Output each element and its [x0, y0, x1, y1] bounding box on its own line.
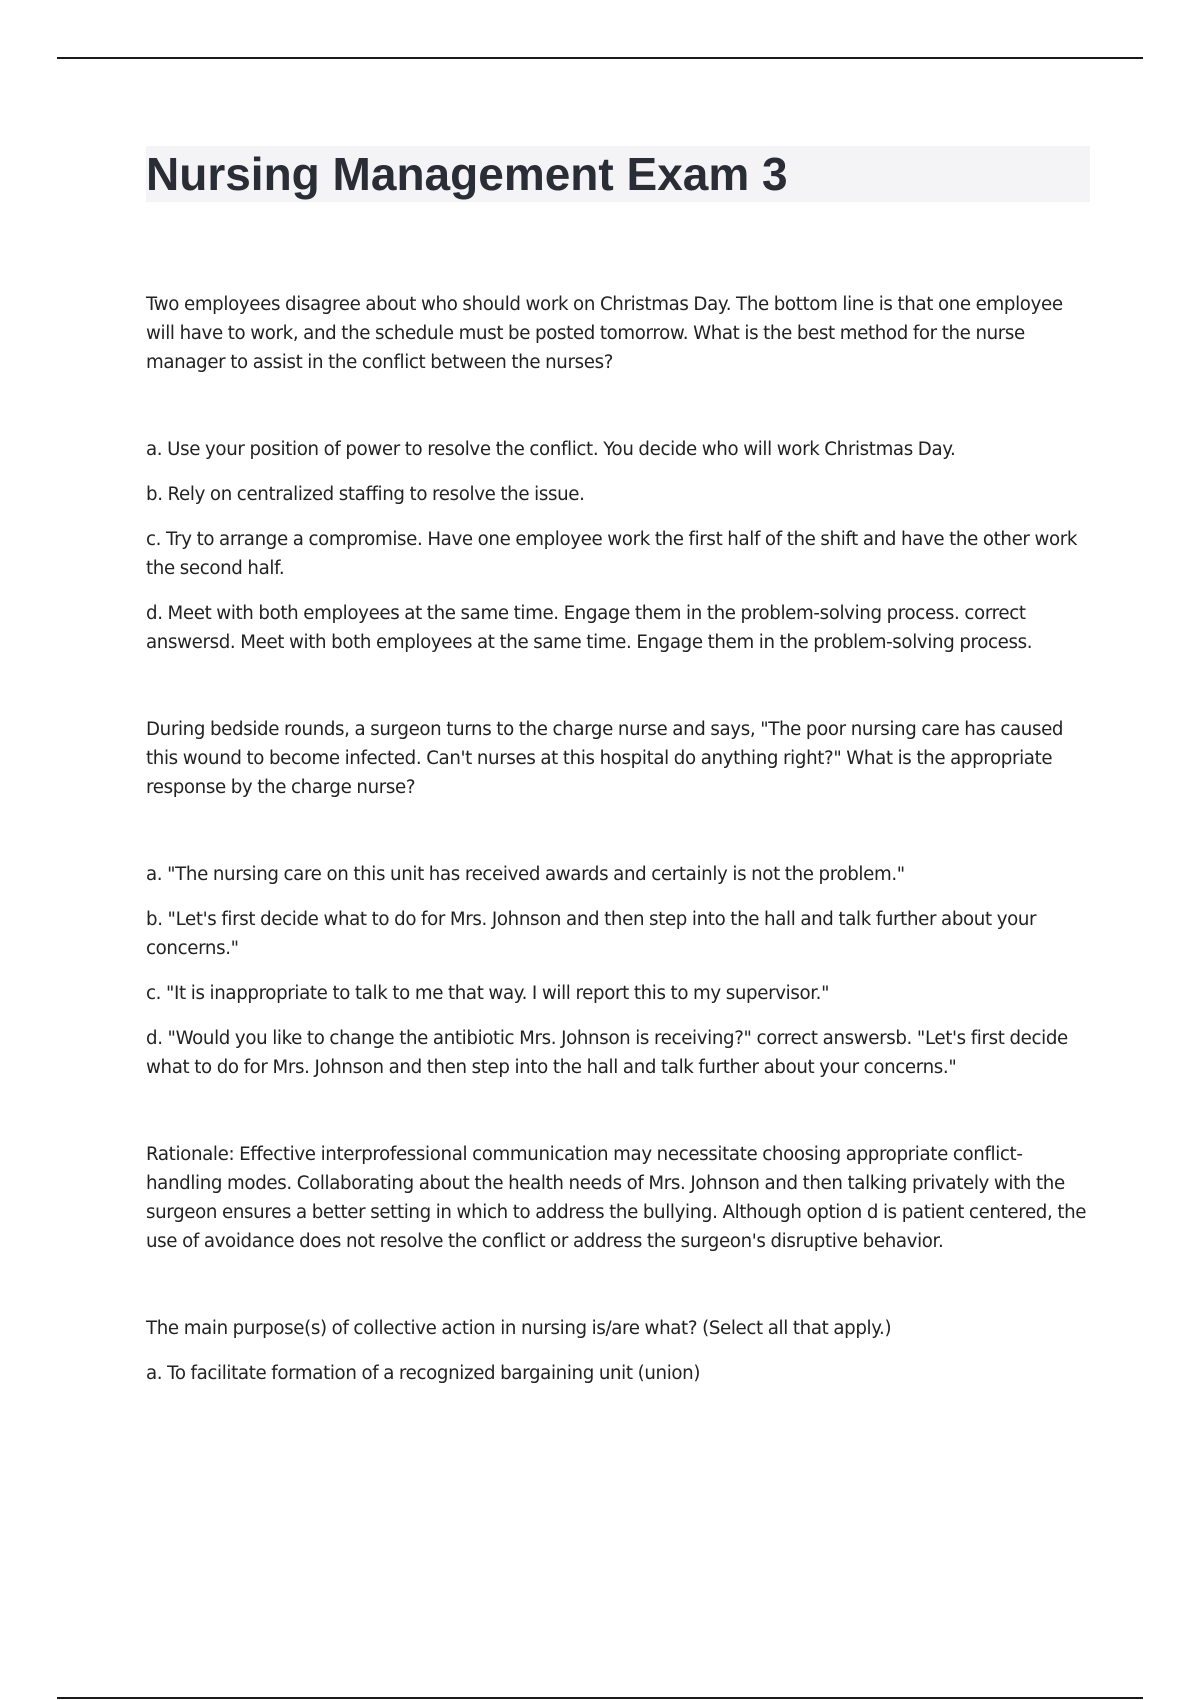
question-2-rationale: Rationale: Effective interprofessional communication may necessitate choosing appropriate conflict-handling modes. Collaborating about the health needs of Mrs. Johnson and then talking privately with the surgeon ensures a better setting in which to address the bullying. Although option d is patient centered, the use of avoidance does not resolve the conflict or address the surgeon's disruptive behavior.: [146, 1144, 1087, 1252]
question-2-option-d: d. "Would you like to change the antibiotic Mrs. Johnson is receiving?" correct answersb. "Let's first decide what to do for Mrs. Johnson and then step into the hall and talk further about your concerns.": [146, 1028, 1068, 1078]
question-3-text: The main purpose(s) of collective action in nursing is/are what? (Select all that apply.): [146, 1318, 892, 1339]
bottom-rule: [57, 1697, 1143, 1699]
question-3-option-a: a. To facilitate formation of a recognized bargaining unit (union): [146, 1363, 701, 1384]
question-1-option-d: d. Meet with both employees at the same time. Engage them in the problem-solving process. correct answersd. Meet with both employees at the same time. Engage them in the problem-solving process.: [146, 603, 1033, 653]
question-2-option-b: b. "Let's first decide what to do for Mrs. Johnson and then step into the hall and talk further about your concerns.": [146, 909, 1037, 959]
question-2-option-a: a. "The nursing care on this unit has received awards and certainly is not the problem.": [146, 864, 905, 885]
document-body: [146, 146, 1090, 1388]
question-1-option-a: a. Use your position of power to resolve the conflict. You decide who will work Christmas Day.: [146, 439, 956, 460]
question-2-option-c: c. "It is inappropriate to talk to me that way. I will report this to my supervisor.": [146, 983, 830, 1004]
question-2-text: During bedside rounds, a surgeon turns to the charge nurse and says, "The poor nursing care has caused this wound to become infected. Can't nurses at this hospital do anything right?" What is the appropriate response by the charge nurse?: [146, 719, 1064, 798]
top-rule: [57, 57, 1143, 59]
question-1-text: Two employees disagree about who should work on Christmas Day. The bottom line is that one employee will have to work, and the schedule must be posted tomorrow. What is the best method for the nurse manager to assist in the conflict between the nurses?: [146, 294, 1063, 373]
document-title: Nursing Management Exam 3: [146, 148, 788, 200]
title-banner: [146, 146, 1090, 202]
question-1-option-b: b. Rely on centralized staffing to resolve the issue.: [146, 484, 585, 505]
question-1-option-c: c. Try to arrange a compromise. Have one employee work the first half of the shift and have the other work the second half.: [146, 529, 1078, 579]
